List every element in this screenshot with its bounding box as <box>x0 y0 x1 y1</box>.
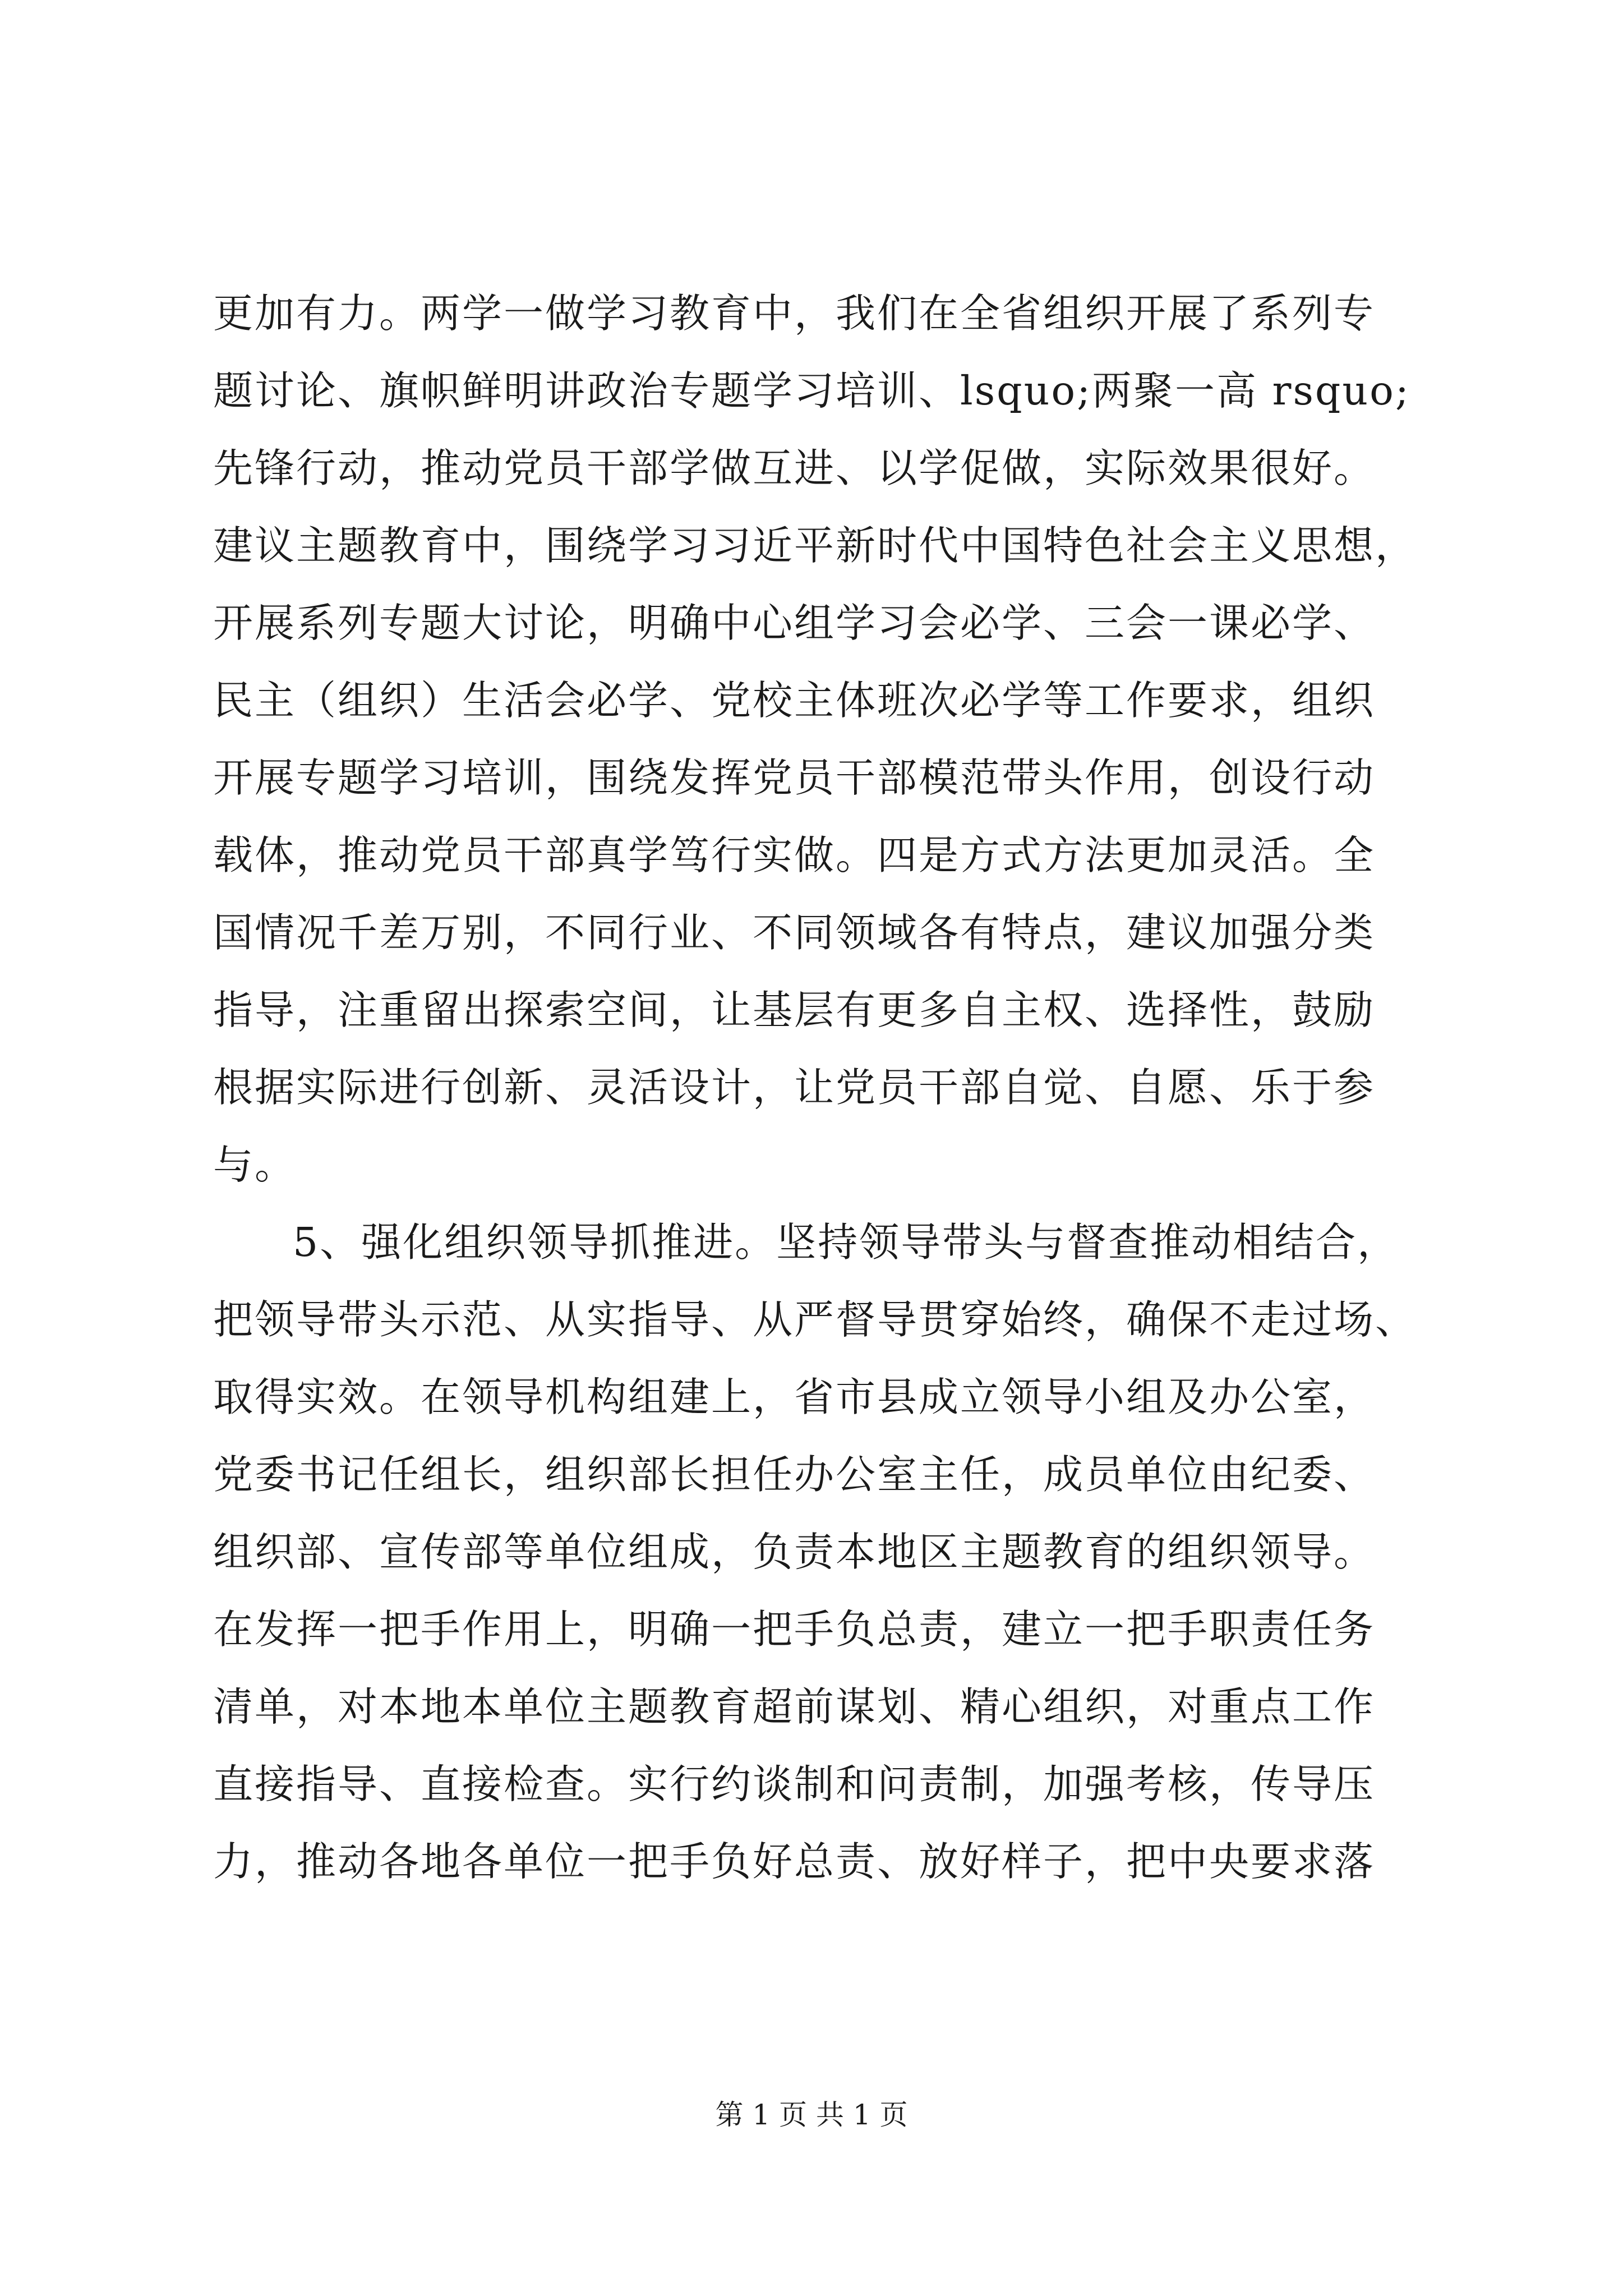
text-line: 根据实际进行创新、灵活设计，让党员干部自觉、自愿、乐于参 <box>213 1064 1376 1111</box>
section-heading-line: 5、强化组织领导抓推进。坚持领导带头与督查推动相结合， <box>293 1219 1399 1266</box>
text-line: 国情况千差万别，不同行业、不同领域各有特点，建议加强分类 <box>213 909 1376 956</box>
text-line: 与。 <box>213 1142 297 1188</box>
text-line: 把领导带头示范、从实指导、从严督导贯穿始终，确保不走过场、 <box>213 1296 1417 1343</box>
text-line: 力，推动各地各单位一把手负好总责、放好样子，把中央要求落 <box>213 1838 1376 1885</box>
text-line: 先锋行动，推动党员干部学做互进、以学促做，实际效果很好。 <box>213 445 1376 491</box>
text-line: 清单，对本地本单位主题教育超前谋划、精心组织，对重点工作 <box>213 1683 1376 1730</box>
text-line: 题讨论、旗帜鲜明讲政治专题学习培训、lsquo;两聚一高 rsquo; <box>213 367 1410 414</box>
text-line: 党委书记任组长，组织部长担任办公室主任，成员单位由纪委、 <box>213 1451 1376 1498</box>
text-line: 在发挥一把手作用上，明确一把手负总责，建立一把手职责任务 <box>213 1606 1376 1653</box>
text-line: 组织部、宣传部等单位组成，负责本地区主题教育的组织领导。 <box>213 1529 1376 1575</box>
text-line: 直接指导、直接检查。实行约谈制和问责制，加强考核，传导压 <box>213 1761 1376 1807</box>
document-body <box>213 275 1424 1901</box>
text-line: 民主（组织）生活会必学、党校主体班次必学等工作要求，组织 <box>213 677 1376 724</box>
text-line: 更加有力。两学一做学习教育中，我们在全省组织开展了系列专 <box>213 290 1376 337</box>
text-line: 指导，注重留出探索空间，让基层有更多自主权、选择性，鼓励 <box>213 987 1376 1033</box>
text-line: 取得实效。在领导机构组建上，省市县成立领导小组及办公室， <box>213 1374 1376 1420</box>
text-line: 开展系列专题大讨论，明确中心组学习会必学、三会一课必学、 <box>213 600 1376 646</box>
page-number-footer: 第 1 页 共 1 页 <box>715 2099 908 2131</box>
text-line: 建议主题教育中，围绕学习习近平新时代中国特色社会主义思想， <box>213 522 1417 569</box>
text-line: 载体，推动党员干部真学笃行实做。四是方式方法更加灵活。全 <box>213 832 1376 878</box>
text-line: 开展专题学习培训，围绕发挥党员干部模范带头作用，创设行动 <box>213 754 1376 801</box>
